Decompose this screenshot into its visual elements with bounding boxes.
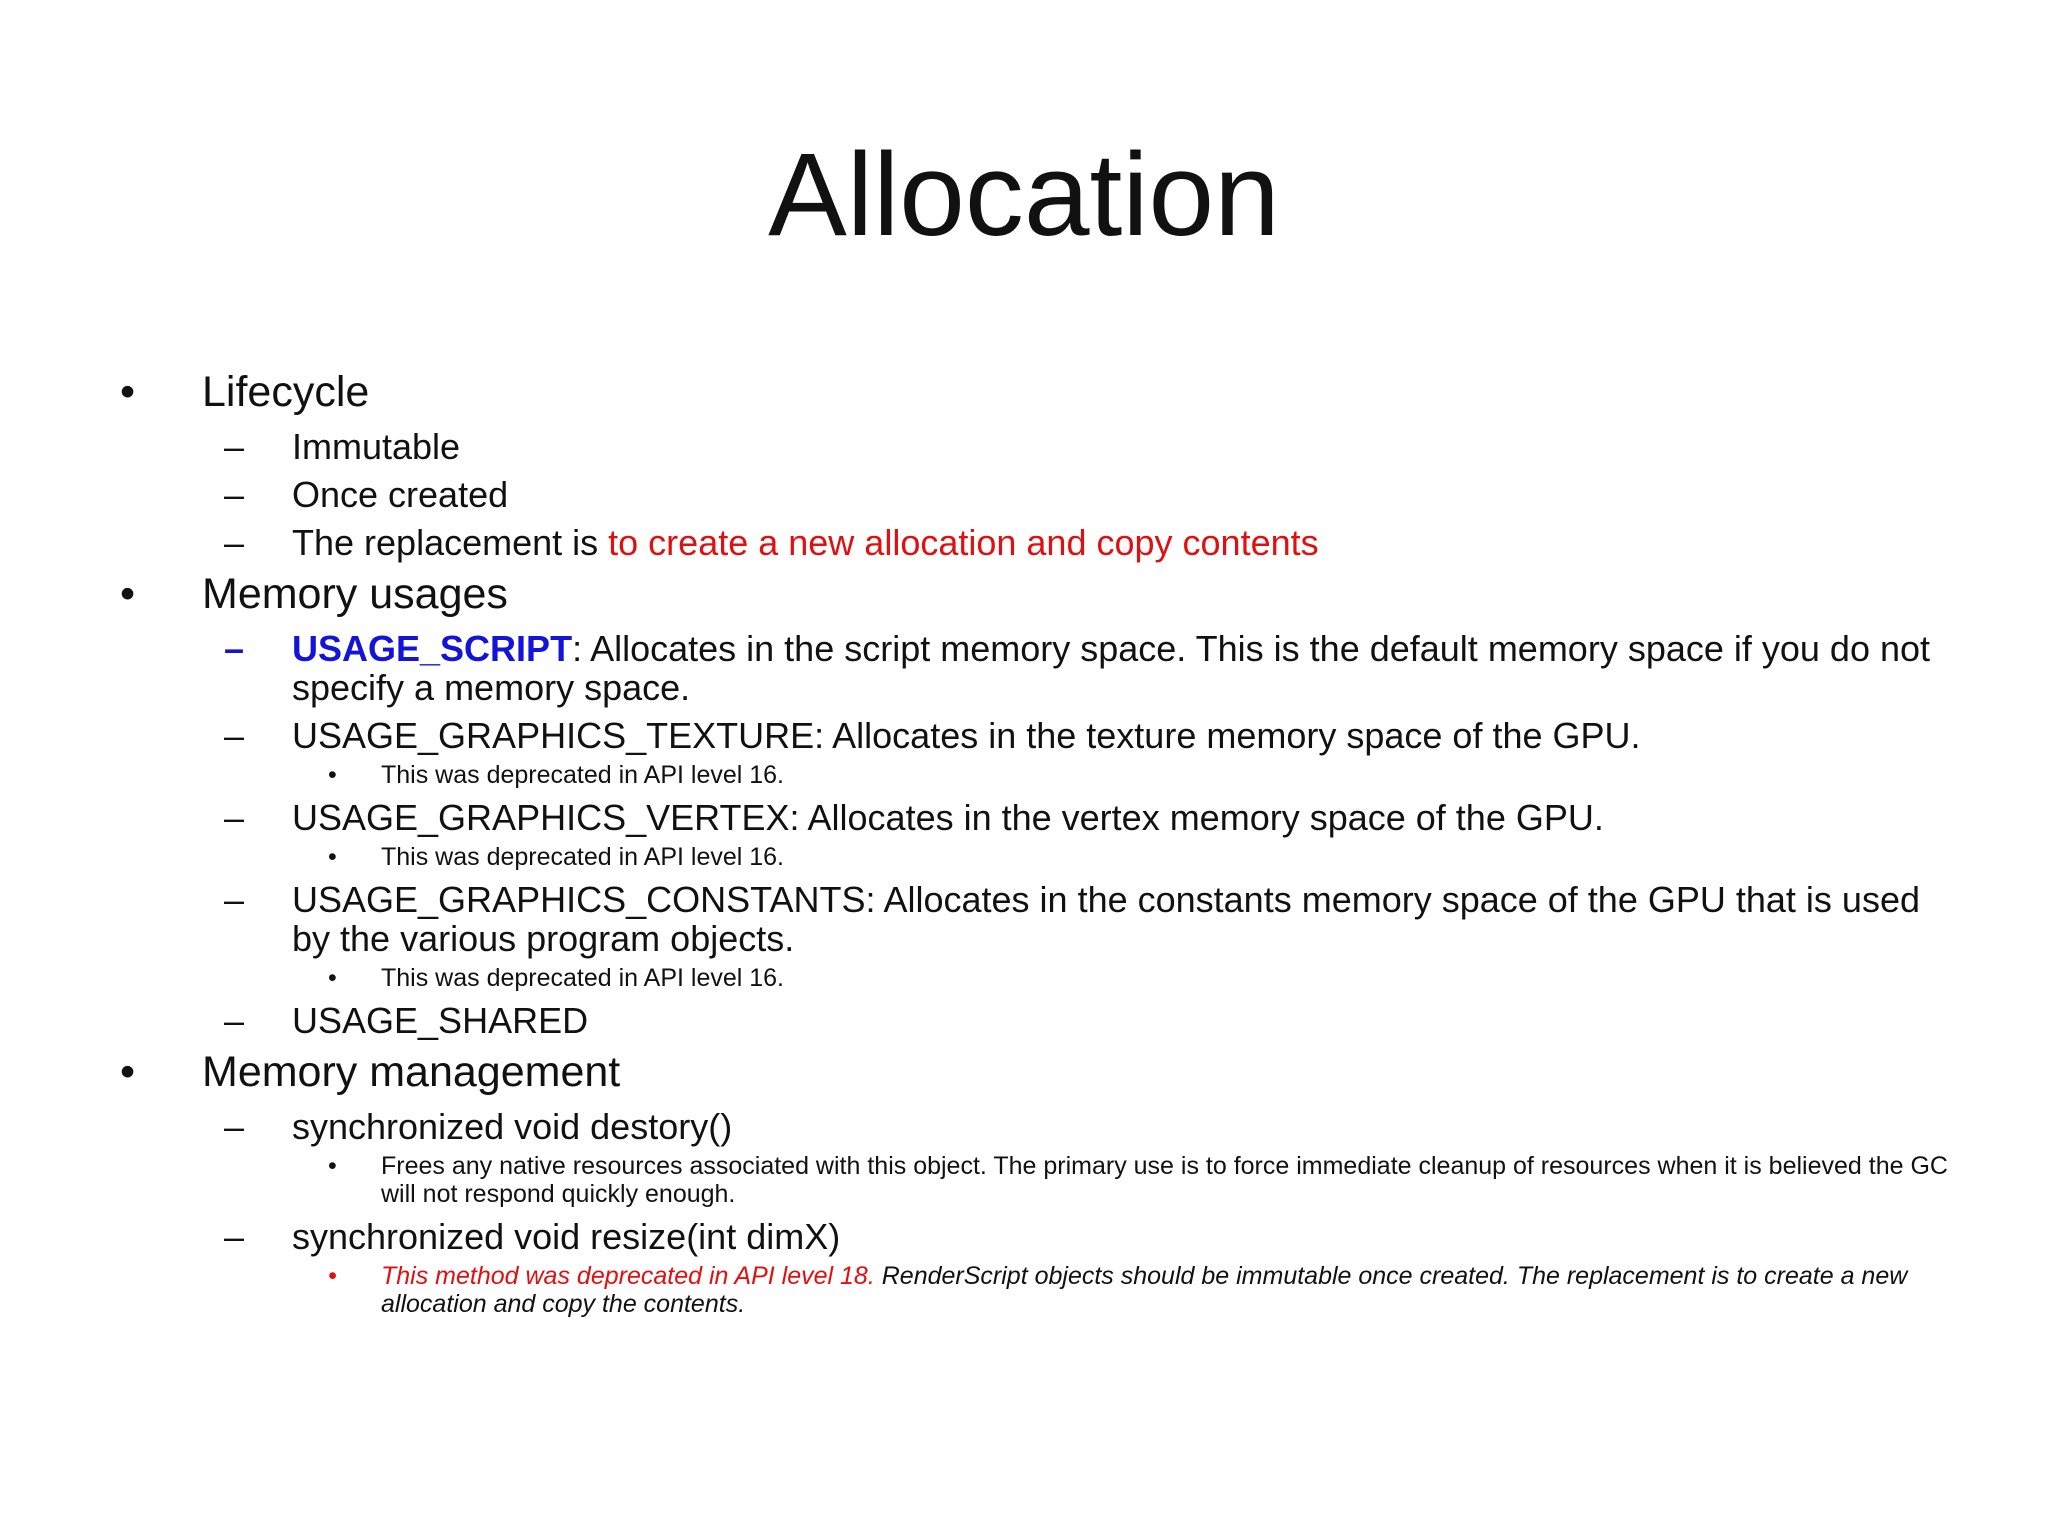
immutable-text: Immutable <box>292 426 461 467</box>
sub-bullet-usage-texture <box>120 716 1950 755</box>
note-vertex-deprecated <box>120 843 1950 871</box>
note-constants-deprecated <box>120 964 1950 992</box>
bullet-dot-icon: • <box>328 761 337 789</box>
bullet-dot-icon: • <box>120 570 136 618</box>
destroy-note-text: Frees any native resources associated with this object. The primary use is to force immediate cleanup of resources when it is believed the GC will not respond quickly enough. <box>381 1152 1948 1208</box>
usage-script-desc: : Allocates in the script memory space. This is the default memory space if you do not specify a memory space. <box>292 628 1931 708</box>
dash-icon: – <box>224 474 245 515</box>
bullet-dot-icon: • <box>328 964 337 992</box>
sub-bullet-resize <box>120 1217 1950 1256</box>
texture-note-text: This was deprecated in API level 16. <box>381 761 785 789</box>
usage-constants-text: USAGE_GRAPHICS_CONSTANTS: Allocates in the constants memory space of the GPU that is used by the various program objects. <box>292 879 1920 959</box>
resize-note-rest: RenderScript objects should be immutable once created. The replacement is to create a new allocation and copy the contents. <box>381 1262 1908 1318</box>
usage-script-name: USAGE_SCRIPT <box>292 628 573 669</box>
once-created-text: Once created <box>292 474 509 515</box>
bullet-lifecycle <box>120 366 1950 418</box>
slide-title: Allocation <box>768 129 1280 261</box>
sub-bullet-destroy <box>120 1107 1950 1146</box>
memory-management-heading: Memory management <box>202 1048 621 1096</box>
lifecycle-heading: Lifecycle <box>202 368 370 416</box>
vertex-note-text: This was deprecated in API level 16. <box>381 843 785 871</box>
bullet-dot-icon: • <box>328 1152 337 1180</box>
sub-bullet-immutable <box>120 427 1950 466</box>
sub-bullet-usage-script <box>120 629 1950 707</box>
sub-bullet-usage-constants <box>120 880 1950 958</box>
slide-content <box>120 360 1950 1318</box>
bullet-dot-icon: • <box>120 368 136 416</box>
replacement-highlight: to create a new allocation and copy contents <box>608 522 1319 563</box>
sub-bullet-replacement <box>120 523 1950 562</box>
bullet-dot-icon: • <box>328 1262 337 1290</box>
dash-icon: – <box>224 1106 245 1147</box>
bullet-memory-management <box>120 1046 1950 1098</box>
bullet-dot-icon: • <box>328 843 337 871</box>
constants-note-text: This was deprecated in API level 16. <box>381 964 785 992</box>
dash-icon: – <box>224 879 245 920</box>
dash-icon: – <box>224 426 245 467</box>
usage-vertex-text: USAGE_GRAPHICS_VERTEX: Allocates in the vertex memory space of the GPU. <box>292 797 1604 838</box>
note-resize-deprecated <box>120 1262 1950 1318</box>
sub-bullet-usage-vertex <box>120 798 1950 837</box>
usage-shared-text: USAGE_SHARED <box>292 1000 589 1041</box>
bullet-dot-icon: • <box>120 1048 136 1096</box>
replacement-prefix: The replacement is <box>292 522 609 563</box>
note-texture-deprecated <box>120 761 1950 789</box>
sub-bullet-usage-shared <box>120 1001 1950 1040</box>
resize-note-red: This method was deprecated in API level 18. <box>381 1262 875 1290</box>
note-destroy <box>120 1152 1950 1208</box>
usage-texture-text: USAGE_GRAPHICS_TEXTURE: Allocates in the texture memory space of the GPU. <box>292 715 1641 756</box>
dash-icon: – <box>224 1000 245 1041</box>
dash-icon: – <box>224 628 245 669</box>
resize-text: synchronized void resize(int dimX) <box>292 1216 841 1257</box>
dash-icon: – <box>224 522 245 563</box>
dash-icon: – <box>224 715 245 756</box>
sub-bullet-once-created <box>120 475 1950 514</box>
dash-icon: – <box>224 797 245 838</box>
destroy-text: synchronized void destory() <box>292 1106 733 1147</box>
memory-usages-heading: Memory usages <box>202 570 508 618</box>
bullet-memory-usages <box>120 568 1950 620</box>
dash-icon: – <box>224 1216 245 1257</box>
